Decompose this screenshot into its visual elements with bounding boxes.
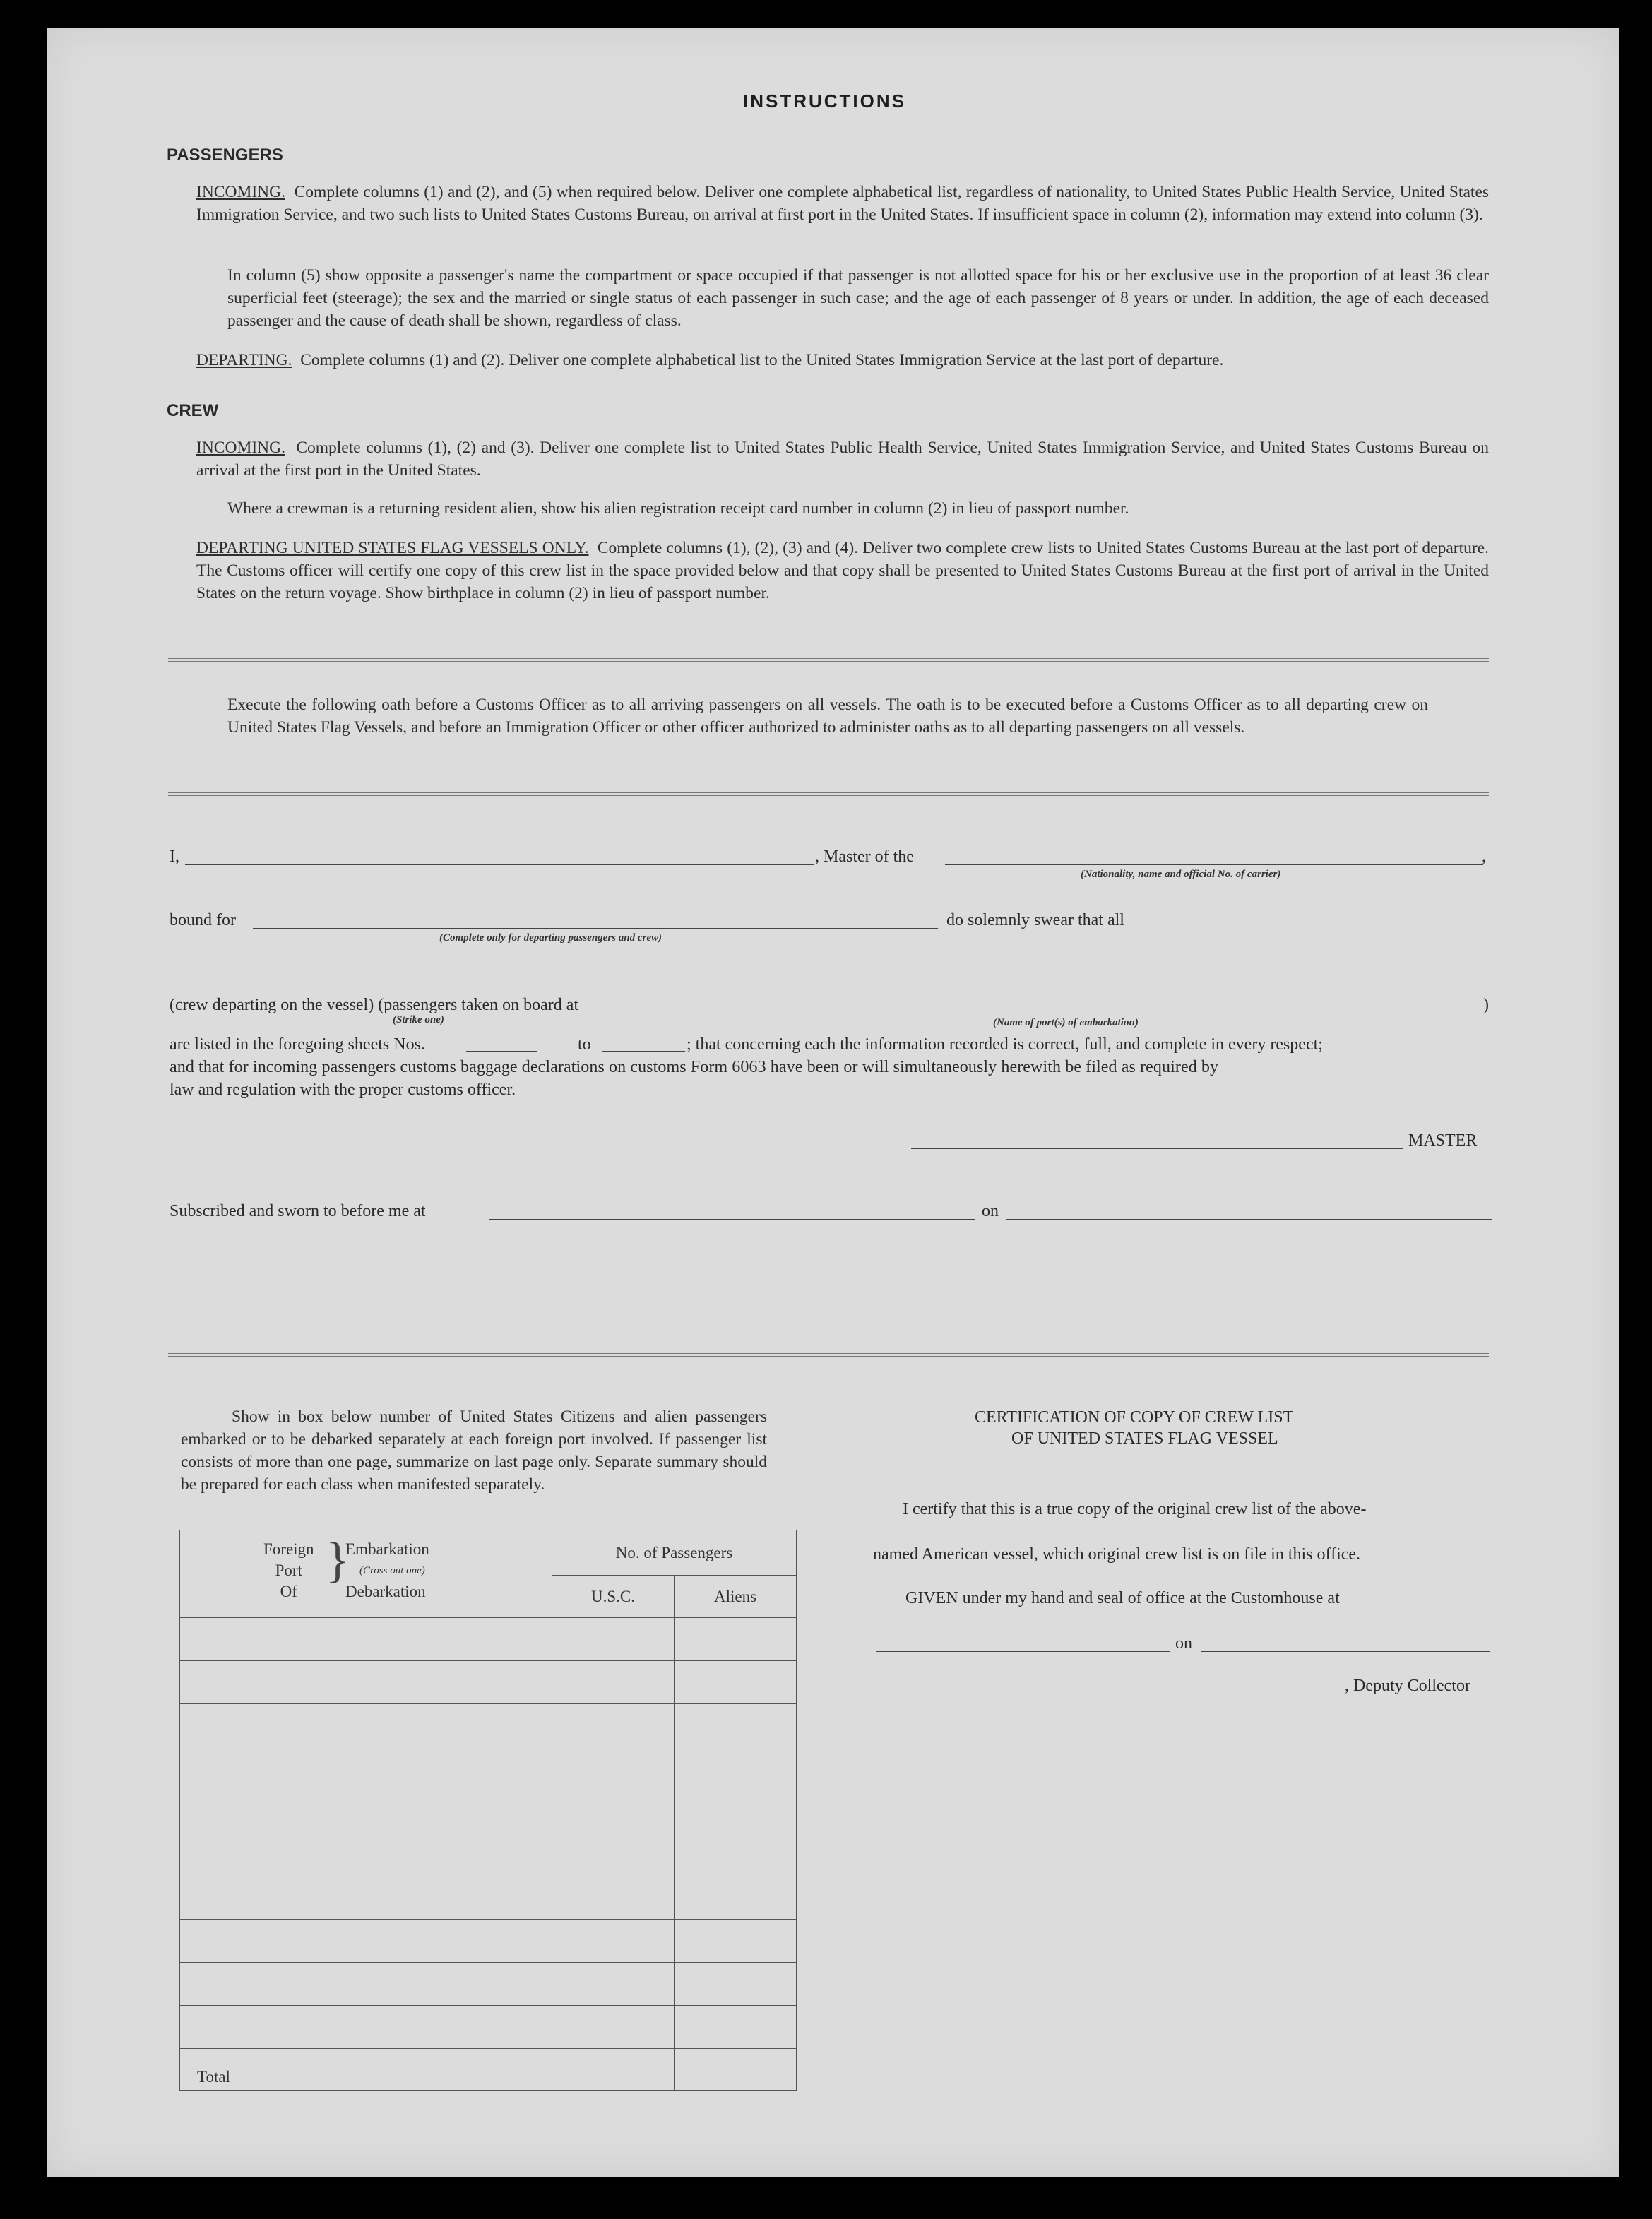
strike-one-caption: (Strike one)	[393, 1014, 444, 1025]
total-usc-cell[interactable]	[552, 2049, 675, 2091]
aliens-cell[interactable]	[675, 1790, 797, 1833]
foreign-label: Foreign	[263, 1540, 314, 1558]
oath-i-label: I,	[170, 847, 179, 866]
aliens-cell[interactable]	[675, 2006, 797, 2049]
summary-rows	[180, 1618, 797, 2049]
port-cell[interactable]	[180, 2006, 552, 2049]
sheet-from-field[interactable]	[466, 1051, 537, 1052]
cross-out-label: (Cross out one)	[359, 1565, 425, 1576]
sheet-to-field[interactable]	[602, 1051, 685, 1052]
passengers-departing-text: Complete columns (1) and (2). Deliver one complete alphabetical list to the United States Immigration Service at the last port of departure.	[300, 351, 1224, 369]
usc-cell[interactable]	[552, 1790, 675, 1833]
page-title: INSTRUCTIONS	[743, 90, 906, 112]
usc-header: U.S.C.	[552, 1576, 675, 1618]
port-cell[interactable]	[180, 1618, 552, 1661]
deputy-collector-label: , Deputy Collector	[1345, 1677, 1470, 1695]
crew-incoming-label: INCOMING.	[196, 439, 285, 457]
port-caption: (Name of port(s) of embarkation)	[993, 1017, 1139, 1028]
summary-table-row	[180, 1833, 797, 1876]
of-label: Of	[280, 1583, 297, 1600]
master-of-the-label: , Master of the	[815, 847, 914, 866]
listed-text-3: law and regulation with the proper customs officer.	[170, 1081, 516, 1099]
section-divider	[168, 1353, 1489, 1357]
port-cell[interactable]	[180, 1963, 552, 2006]
certification-date-field[interactable]	[1201, 1651, 1490, 1652]
usc-cell[interactable]	[552, 1963, 675, 2006]
subscribed-on-label: on	[982, 1202, 999, 1220]
total-label: Total	[180, 2049, 552, 2091]
bound-for-label: bound for	[170, 911, 236, 929]
port-cell[interactable]	[180, 1661, 552, 1704]
subscribed-label: Subscribed and sworn to before me at	[170, 1202, 426, 1220]
summary-table-row	[180, 1790, 797, 1833]
usc-cell[interactable]	[552, 1661, 675, 1704]
master-label: MASTER	[1408, 1131, 1478, 1150]
passenger-summary-table	[179, 1530, 797, 2091]
port-cell[interactable]	[180, 1747, 552, 1790]
usc-cell[interactable]	[552, 1876, 675, 1920]
certification-title-1: CERTIFICATION OF COPY OF CREW LIST	[975, 1408, 1294, 1427]
aliens-cell[interactable]	[675, 1704, 797, 1747]
certification-title-2: OF UNITED STATES FLAG VESSEL	[1011, 1429, 1278, 1448]
subscribed-place-field[interactable]	[489, 1219, 975, 1220]
crew-departing-paragraph	[196, 537, 1489, 605]
comma-label: ,	[1482, 847, 1486, 866]
aliens-cell[interactable]	[675, 1661, 797, 1704]
port-cell[interactable]	[180, 1833, 552, 1876]
solemnly-swear-label: do solemnly swear that all	[946, 911, 1124, 929]
crew-departing-text: Complete columns (1), (2), (3) and (4). Deliver two complete crew lists to United States Customs Bureau at the last port of departure. The Customs officer will certify one copy of this crew list in the space provided below and that copy shall be presented to United States Customs Bureau at the first port of arrival in the United States on the return voyage. Show birthplace in column (2) in lieu of passport number.	[196, 539, 1489, 602]
listed-text-2: and that for incoming passengers customs baggage declarations on customs Form 6063 have been or will simultaneously herewith be filed as required by	[170, 1058, 1219, 1076]
section-divider	[168, 792, 1489, 796]
aliens-cell[interactable]	[675, 1876, 797, 1920]
crew-incoming-paragraph	[196, 436, 1489, 482]
listed-to-label: to	[578, 1035, 591, 1054]
certification-text-3: GIVEN under my hand and seal of office at the Customhouse at	[905, 1589, 1340, 1607]
passengers-departing-paragraph	[196, 349, 1489, 371]
port-cell[interactable]	[180, 1920, 552, 1963]
summary-instructions: Show in box below number of United States Citizens and alien passengers embarked or to be debarked separately at each foreign port involved. If passenger list consists of more than one page, summarize on last page only. Separate summary should be prepared for each class when manifested separately.	[181, 1408, 767, 1494]
section-divider	[168, 658, 1489, 662]
passengers-column5-paragraph: In column (5) show opposite a passenger's name the compartment or space occupied if that passenger is not allotted space for his or her exclusive use in the proportion of at least 36 clear superficial feet (steerage); the sex and the married or single status of each passenger in such case; and the age of each passenger of 8 years or under. In addition, the age of each deceased passenger and the cause of death shall be shown, regardless of class.	[227, 266, 1489, 330]
subscribed-date-field[interactable]	[1006, 1219, 1492, 1220]
listed-text-1: ; that concerning each the information recorded is correct, full, and complete in every respect;	[687, 1035, 1323, 1054]
summary-table-row	[180, 1747, 797, 1790]
aliens-cell[interactable]	[675, 1833, 797, 1876]
passengers-heading: PASSENGERS	[167, 145, 283, 165]
usc-cell[interactable]	[552, 1747, 675, 1790]
certification-text-1: I certify that this is a true copy of the original crew list of the above-	[903, 1500, 1367, 1518]
passengers-departing-label: DEPARTING.	[196, 351, 292, 369]
usc-cell[interactable]	[552, 2006, 675, 2049]
oath-intro-paragraph: Execute the following oath before a Customs Officer as to all arriving passengers on all vessels. The oath is to be executed before a Customs Officer as to all departing crew on United States Flag Vessels, and before an Immigration Officer or other officer authorized to administer oaths as to all departing passengers on all vessels.	[227, 696, 1428, 737]
aliens-cell[interactable]	[675, 1747, 797, 1790]
summary-table-row	[180, 1963, 797, 2006]
usc-cell[interactable]	[552, 1618, 675, 1661]
carrier-field[interactable]	[945, 864, 1483, 865]
summary-table-row	[180, 1920, 797, 1963]
aliens-cell[interactable]	[675, 1920, 797, 1963]
close-paren-label: )	[1483, 996, 1489, 1014]
summary-table-row	[180, 1876, 797, 1920]
aliens-cell[interactable]	[675, 1963, 797, 2006]
aliens-cell[interactable]	[675, 1618, 797, 1661]
listed-sheets-label: are listed in the foregoing sheets Nos.	[170, 1035, 425, 1054]
certification-on-label: on	[1175, 1634, 1192, 1653]
passengers-incoming-text: Complete columns (1) and (2), and (5) when required below. Deliver one complete alphabetical list, regardless of nationality, to United States Public Health Service, United States Immigration Service, and two such lists to United States Customs Bureau, on arrival at first port in the United States. If insufficient space in column (2), information may extend into column (3).	[196, 183, 1490, 224]
embarkation-label: Embarkation	[345, 1540, 429, 1558]
bound-for-field[interactable]	[253, 928, 938, 929]
total-aliens-cell[interactable]	[675, 2049, 797, 2091]
usc-cell[interactable]	[552, 1833, 675, 1876]
summary-table-row	[180, 1618, 797, 1661]
port-header-cell	[180, 1530, 552, 1618]
master-name-field[interactable]	[185, 864, 814, 865]
crew-departing-label: DEPARTING UNITED STATES FLAG VESSELS ONLY.	[196, 539, 589, 557]
carrier-caption: (Nationality, name and official No. of carrier)	[1081, 869, 1281, 880]
summary-table-row	[180, 1661, 797, 1704]
brace-icon: }	[326, 1533, 350, 1588]
crew-passengers-label: (crew departing on the vessel) (passengers taken on board at	[170, 996, 579, 1014]
port-label: Port	[275, 1561, 302, 1579]
crew-incoming-text: Complete columns (1), (2) and (3). Deliver one complete list to United States Public Health Service, United States Immigration Service, and United States Customs Bureau on arrival at the first port in the United States.	[196, 439, 1489, 480]
crew-heading: CREW	[167, 401, 219, 420]
port-cell[interactable]	[180, 1790, 552, 1833]
usc-cell[interactable]	[552, 1920, 675, 1963]
port-cell[interactable]	[180, 1704, 552, 1747]
no-of-passengers-header: No. of Passengers	[552, 1530, 797, 1576]
summary-table-row	[180, 1704, 797, 1747]
debarkation-label: Debarkation	[345, 1583, 426, 1600]
summary-table-row	[180, 2006, 797, 2049]
customhouse-field[interactable]	[876, 1651, 1170, 1652]
usc-cell[interactable]	[552, 1704, 675, 1747]
aliens-header: Aliens	[675, 1576, 797, 1618]
certification-text-2: named American vessel, which original crew list is on file in this office.	[873, 1545, 1361, 1564]
port-cell[interactable]	[180, 1876, 552, 1920]
bound-for-caption: (Complete only for departing passengers and crew)	[439, 932, 662, 944]
master-signature-field[interactable]	[911, 1148, 1403, 1149]
crew-alien-paragraph: Where a crewman is a returning resident alien, show his alien registration receipt card number in column (2) in lieu of passport number.	[227, 499, 1129, 518]
passengers-incoming-paragraph	[196, 181, 1489, 226]
passengers-incoming-label: INCOMING.	[196, 183, 285, 201]
